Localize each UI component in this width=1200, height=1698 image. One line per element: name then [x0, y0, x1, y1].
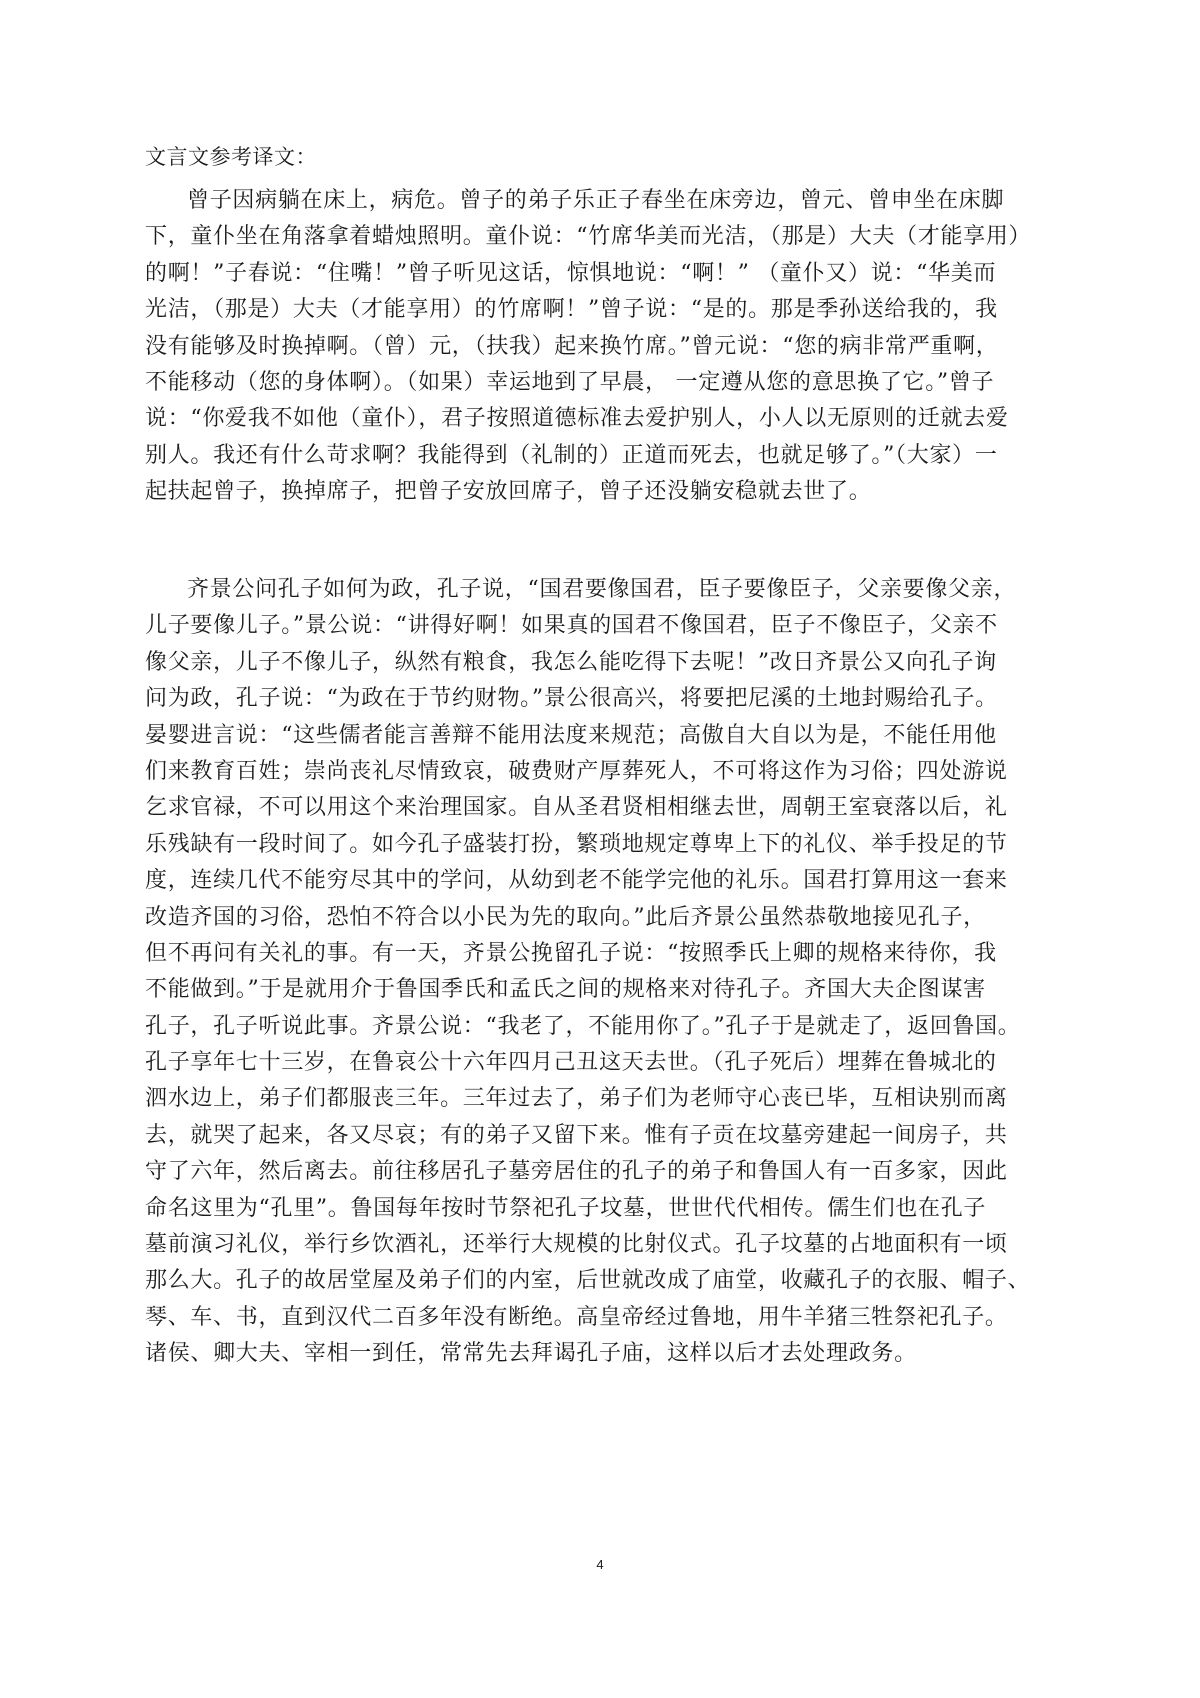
text-line: 那么大。孔子的故居堂屋及弟子们的内室，后世就改成了庙堂，收藏孔子的衣服、帽子、 [145, 1268, 1031, 1294]
text-line: 命名这里为“孔里”。鲁国每年按时节祭祀孔子坟墓，世世代代相传。儒生们也在孔子 [145, 1195, 987, 1221]
text-line: 改造齐国的习俗，恐怕不符合以小民为先的取向。”此后齐景公虽然恭敬地接见孔子， [145, 904, 986, 930]
text-line: 没有能够及时换掉啊。（曾）元，（扶我）起来换竹席。”曾元说：“您的病非常严重啊， [145, 333, 999, 359]
text-line: 别人。我还有什么苛求啊？我能得到（礼制的）正道而死去，也就足够了。”（大家）一 [145, 442, 998, 468]
text-line: 守了六年，然后离去。前往移居孔子墓旁居住的孔子的弟子和鲁国人有一百多家，因此 [145, 1159, 1008, 1185]
text-line: 曾子因病躺在床上，病危。曾子的弟子乐正子春坐在床旁边，曾元、曾申坐在床脚 [187, 188, 1005, 213]
text-line: 孔子，孔子听说此事。齐景公说：“我老了，不能用你了。”孔子于是就走了，返回鲁国。 [145, 1013, 1021, 1039]
text-line: 晏婴进言说：“这些儒者能言善辩不能用法度来规范；高傲自大自以为是，不能任用他 [145, 722, 997, 748]
text-line: 光洁，（那是）大夫（才能享用）的竹席啊！”曾子说：“是的。那是季孙送给我的，我 [145, 297, 998, 323]
text-line: 墓前演习礼仪，举行乡饮酒礼，还举行大规模的比射仪式。孔子坟墓的占地面积有一顷 [145, 1232, 1008, 1258]
paragraph-zengzi [145, 183, 1054, 511]
text-line: 但不再问有关礼的事。有一天，齐景公挽留孔子说：“按照季氏上卿的规格来待你，我 [145, 940, 997, 966]
text-line: 下，童仆坐在角落拿着蜡烛照明。童仆说：“竹席华美而光洁，（那是）大夫（才能享用） [145, 224, 1032, 250]
text-line: 们来教育百姓；崇尚丧礼尽情致哀，破费财产厚葬死人，不可将这作为习俗；四处游说 [145, 758, 1008, 784]
text-line: 琴、车、书，直到汉代二百多年没有断绝。高皇帝经过鲁地，用牛羊猪三牲祭祀孔子。 [145, 1304, 1008, 1330]
text-line: 诸侯、卿大夫、宰相一到任，常常先去拜谒孔子庙，这样以后才去处理政务。 [145, 1341, 917, 1367]
text-line: 度，连续几代不能穷尽其中的学问，从幼到老不能学完他的礼乐。国君打算用这一套来 [145, 868, 1008, 894]
text-line: 儿子要像儿子。”景公说：“讲得好啊！如果真的国君不像国君，臣子不像臣子，父亲不 [145, 613, 998, 639]
text-line: 起扶起曾子，换掉席子，把曾子安放回席子，曾子还没躺安稳就去世了。 [145, 479, 872, 505]
text-line: 乞求官禄，不可以用这个来治理国家。自从圣君贤相相继去世，周朝王室衰落以后，礼 [145, 795, 1008, 821]
text-line: 问为政，孔子说：“为政在于节约财物。”景公很高兴，将要把尼溪的土地封赐给孔子。 [145, 686, 998, 712]
text-line: 乐残缺有一段时间了。如今孔子盛装打扮，繁琐地规定尊卑上下的礼仪、举手投足的节 [145, 831, 1008, 857]
paragraph-confucius [145, 572, 1054, 1373]
section-heading: 文言文参考译文： [145, 145, 317, 169]
text-line: 齐景公问孔子如何为政，孔子说，“国君要像国君，臣子要像臣子，父亲要像父亲， [187, 577, 1017, 602]
text-line: 说：“你爱我不如他（童仆），君子按照道德标准去爱护别人，小人以无原则的迁就去爱 [145, 406, 1009, 432]
text-line: 的啊！”子春说：“住嘴！”曾子听见这话，惊惧地说：“啊！” （童仆又）说：“华美而 [145, 260, 997, 286]
page-number: 4 [596, 1557, 604, 1572]
text-line: 孔子享年七十三岁，在鲁哀公十六年四月己丑这天去世。（孔子死后）埋葬在鲁城北的 [145, 1050, 997, 1076]
text-line: 去，就哭了起来，各又尽哀；有的弟子又留下来。惟有子贡在坟墓旁建起一间房子，共 [145, 1122, 1008, 1148]
text-line: 不能做到。”于是就用介于鲁国季氏和孟氏之间的规格来对待孔子。齐国大夫企图谋害 [145, 977, 986, 1003]
text-line: 泗水边上，弟子们都服丧三年。三年过去了，弟子们为老师守心丧已毕，互相诀别而离 [145, 1086, 1008, 1112]
text-line: 像父亲，儿子不像儿子，纵然有粮食，我怎么能吃得下去呢！”改日齐景公又向孔子询 [145, 649, 997, 675]
text-line: 不能移动（您的身体啊）。（如果）幸运地到了早晨， 一定遵从您的意思换了它。”曾子 [145, 369, 995, 395]
